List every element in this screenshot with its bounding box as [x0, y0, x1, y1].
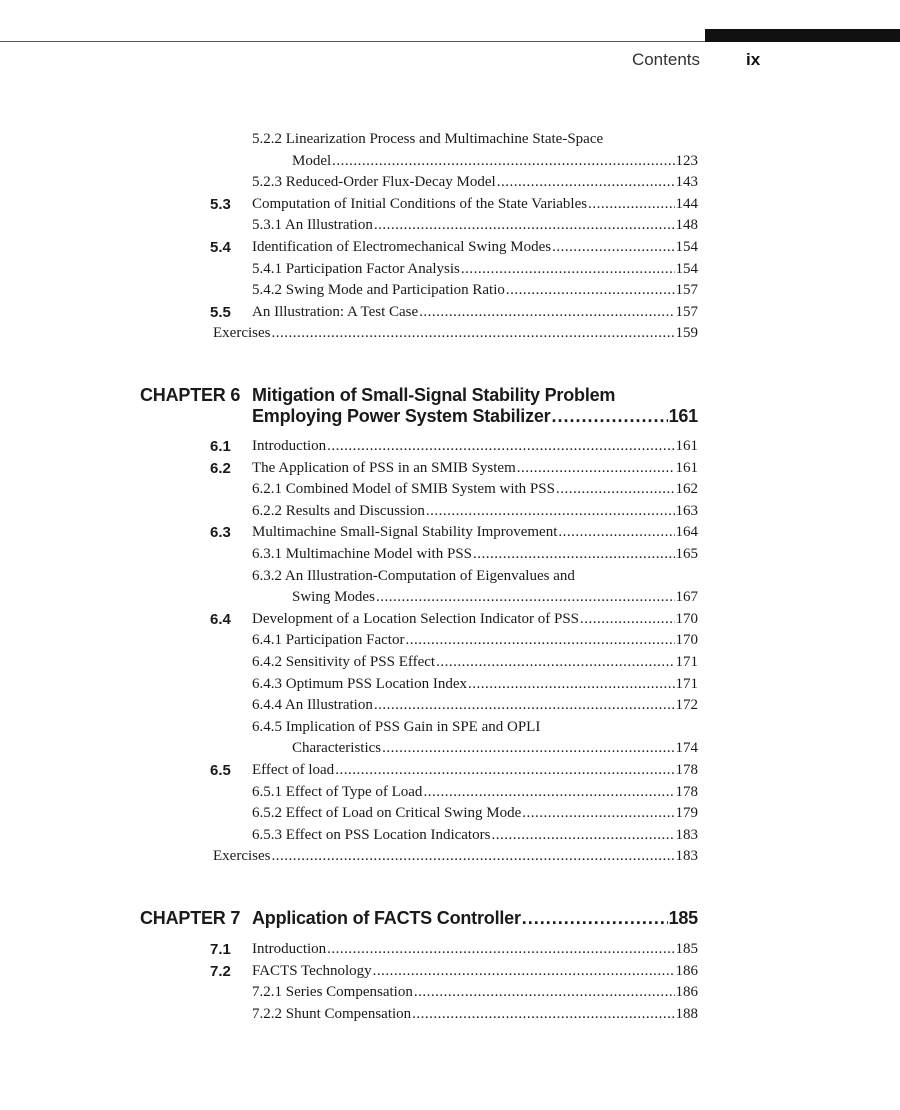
- entry-page-number: 172: [675, 697, 698, 714]
- dot-leader: [497, 172, 675, 194]
- entry-page-number: 167: [675, 589, 698, 606]
- dot-leader: [506, 280, 675, 302]
- entry-page-number: 178: [675, 783, 698, 800]
- entry-title: An Illustration: A Test Case: [252, 303, 419, 320]
- entry-title: 6.4.3 Optimum PSS Location Index: [252, 675, 467, 692]
- dot-leader: [558, 522, 674, 544]
- toc-entry: [252, 630, 698, 652]
- dot-leader: [491, 825, 674, 847]
- entry-page-number: 154: [675, 260, 698, 277]
- toc-entry: [252, 280, 698, 302]
- chapter-6-title-text2: Employing Power System Stabilizer: [252, 406, 551, 426]
- chapter-7-page: 185: [668, 908, 698, 928]
- entry-page-number: 171: [675, 654, 698, 670]
- section-number: 6.3: [210, 524, 231, 542]
- toc-entry: [292, 151, 698, 173]
- entry-title: 6.4.5 Implication of PSS Gain in SPE and OPLI: [252, 718, 541, 735]
- dot-leader: [556, 479, 675, 501]
- dot-leader: [552, 406, 668, 427]
- dot-leader: [382, 738, 674, 760]
- toc-entry: [252, 302, 698, 324]
- entry-page-number: 188: [675, 1005, 698, 1022]
- section-number: 5.5: [210, 303, 231, 321]
- entry-title: Introduction: [252, 941, 327, 957]
- section-number: 7.2: [210, 962, 231, 980]
- dot-leader: [522, 803, 674, 825]
- chapter-6-title-text1: Mitigation of Small-Signal Stability Problem: [252, 385, 616, 405]
- dot-leader: [405, 630, 674, 652]
- entry-page-number: 123: [675, 152, 698, 169]
- toc-entry: [252, 522, 698, 544]
- dot-leader: [376, 587, 675, 609]
- entry-page-number: 178: [675, 762, 698, 778]
- toc-entry: [252, 803, 698, 825]
- entry-title: Swing Modes: [292, 589, 375, 606]
- dot-leader: [271, 846, 674, 868]
- dot-leader: [332, 151, 674, 173]
- dot-leader: [436, 652, 674, 674]
- toc-entry: [252, 674, 698, 696]
- toc-entry: [213, 846, 698, 868]
- entry-title: 6.2.2 Results and Discussion: [252, 502, 425, 519]
- entry-title: 7.2.2 Shunt Compensation: [252, 1005, 412, 1022]
- toc-entry: [252, 782, 698, 804]
- entry-title: Exercises: [213, 325, 271, 342]
- chapter-7-label: CHAPTER 7: [140, 908, 241, 928]
- entry-page-number: 185: [675, 941, 698, 957]
- toc-entry: [252, 760, 698, 782]
- entry-title: 6.4.1 Participation Factor: [252, 632, 405, 649]
- entry-page-number: 157: [675, 282, 698, 299]
- toc-entry: [252, 458, 698, 480]
- entry-title: Effect of load: [252, 762, 335, 778]
- toc-entry: [252, 129, 698, 151]
- entry-page-number: 157: [675, 303, 698, 320]
- entry-title: 5.2.3 Reduced-Order Flux-Decay Model: [252, 174, 496, 191]
- entry-page-number: 183: [675, 826, 698, 843]
- section-number: 7.1: [210, 941, 231, 958]
- dot-leader: [461, 259, 675, 281]
- dot-leader: [374, 215, 675, 237]
- toc-entry: [292, 738, 698, 760]
- entry-page-number: 174: [675, 740, 698, 757]
- entry-title: Multimachine Small-Signal Stability Improvement: [252, 524, 558, 541]
- entry-title: 6.2.1 Combined Model of SMIB System with PSS: [252, 481, 555, 498]
- entry-page-number: 170: [675, 610, 698, 627]
- entry-page-number: 186: [675, 962, 698, 979]
- dot-leader: [327, 939, 674, 961]
- section-number: 6.2: [210, 459, 231, 477]
- section-number: 6.1: [210, 438, 231, 455]
- section-number: 5.3: [210, 195, 231, 213]
- chapter-6-page: 161: [668, 406, 698, 426]
- entry-page-number: 186: [675, 984, 698, 1001]
- toc-entry: [252, 961, 698, 983]
- running-title: Contents: [631, 50, 700, 69]
- chapter-7-title: [252, 908, 698, 929]
- toc-entry: [252, 982, 698, 1004]
- entry-title: Characteristics: [292, 740, 382, 757]
- entry-page-number: 143: [675, 174, 698, 191]
- entry-page-number: 148: [675, 217, 698, 234]
- entry-page-number: 164: [675, 524, 698, 541]
- toc-entry: [252, 544, 698, 566]
- toc-entry: [252, 479, 698, 501]
- entry-title: 6.4.4 An Illustration: [252, 697, 373, 714]
- toc-entry: [252, 939, 698, 961]
- entry-title: Model: [292, 152, 332, 169]
- entry-title: 6.5.1 Effect of Type of Load: [252, 783, 423, 800]
- entry-title: Introduction: [252, 438, 327, 454]
- toc-entry: [252, 717, 698, 739]
- entry-title: 6.3.2 An Illustration-Computation of Eigenvalues and: [252, 567, 575, 584]
- entry-title: 5.4.2 Swing Mode and Participation Ratio: [252, 282, 505, 299]
- toc-entry: [252, 566, 698, 588]
- entry-page-number: 161: [675, 459, 698, 476]
- entry-title: Development of a Location Selection Indicator of PSS: [252, 610, 580, 627]
- dot-leader: [580, 609, 674, 631]
- entry-page-number: 183: [675, 848, 698, 865]
- dot-leader: [335, 760, 674, 782]
- toc-entry: [252, 237, 698, 259]
- dot-leader: [271, 323, 674, 345]
- entry-title: 7.2.1 Series Compensation: [252, 984, 413, 1001]
- entry-title: 6.5.2 Effect of Load on Critical Swing Mode: [252, 805, 522, 822]
- chapter-6-title-line2: [252, 406, 698, 427]
- dot-leader: [327, 436, 674, 458]
- entry-page-number: 165: [675, 546, 698, 562]
- toc-entry: [252, 501, 698, 523]
- section-number: 5.4: [210, 239, 231, 256]
- chapter-6-label: CHAPTER 6: [140, 385, 241, 405]
- toc-entry: [252, 215, 698, 237]
- toc-entry: [252, 695, 698, 717]
- entry-page-number: 163: [675, 502, 698, 519]
- toc-entry: [252, 194, 698, 216]
- toc-entry: [252, 609, 698, 631]
- entry-title: 6.4.2 Sensitivity of PSS Effect: [252, 654, 436, 670]
- toc-entry: [252, 172, 698, 194]
- dot-leader: [374, 695, 675, 717]
- dot-leader: [373, 961, 675, 983]
- dot-leader: [419, 302, 674, 324]
- toc-entry: [213, 323, 698, 345]
- page-number: ix: [746, 50, 761, 69]
- entry-title: Identification of Electromechanical Swing Modes: [252, 239, 552, 255]
- dot-leader: [473, 544, 674, 566]
- entry-title: 6.5.3 Effect on PSS Location Indicators: [252, 826, 491, 843]
- entry-title: Exercises: [213, 848, 271, 865]
- dot-leader: [552, 237, 674, 259]
- toc-entry: [252, 825, 698, 847]
- chapter-7-title-text: Application of FACTS Controller: [252, 908, 521, 928]
- dot-leader: [412, 1004, 674, 1026]
- entry-title: 6.3.1 Multimachine Model with PSS: [252, 546, 473, 562]
- toc-entry: [252, 652, 698, 674]
- entry-title: 5.2.2 Linearization Process and Multimachine State-Space: [252, 131, 604, 147]
- dot-leader: [414, 982, 675, 1004]
- entry-page-number: 161: [675, 438, 698, 454]
- toc-entry: [292, 587, 698, 609]
- toc-entry: [252, 1004, 698, 1026]
- dot-leader: [423, 782, 674, 804]
- entry-page-number: 179: [675, 805, 698, 822]
- dot-leader: [468, 674, 675, 696]
- dot-leader: [426, 501, 675, 523]
- chapter-6-title-line1: [252, 385, 698, 406]
- dot-leader: [517, 458, 675, 480]
- entry-title: The Application of PSS in an SMIB System: [252, 459, 516, 476]
- entry-page-number: 144: [675, 195, 698, 212]
- entry-page-number: 162: [675, 481, 698, 498]
- entry-title: Computation of Initial Conditions of the State Variables: [252, 195, 588, 212]
- dot-leader: [522, 908, 668, 929]
- entry-page-number: 170: [675, 632, 698, 649]
- toc-entry: [252, 436, 698, 458]
- section-number: 6.4: [210, 610, 231, 628]
- entry-page-number: 159: [675, 325, 698, 342]
- entry-page-number: 154: [675, 239, 698, 255]
- toc-entry: [252, 259, 698, 281]
- entry-page-number: 171: [675, 675, 698, 692]
- entry-title: 5.3.1 An Illustration: [252, 217, 373, 234]
- entry-title: 5.4.1 Participation Factor Analysis: [252, 260, 460, 277]
- entry-title: FACTS Technology: [252, 962, 372, 979]
- section-number: 6.5: [210, 762, 231, 779]
- dot-leader: [588, 194, 674, 216]
